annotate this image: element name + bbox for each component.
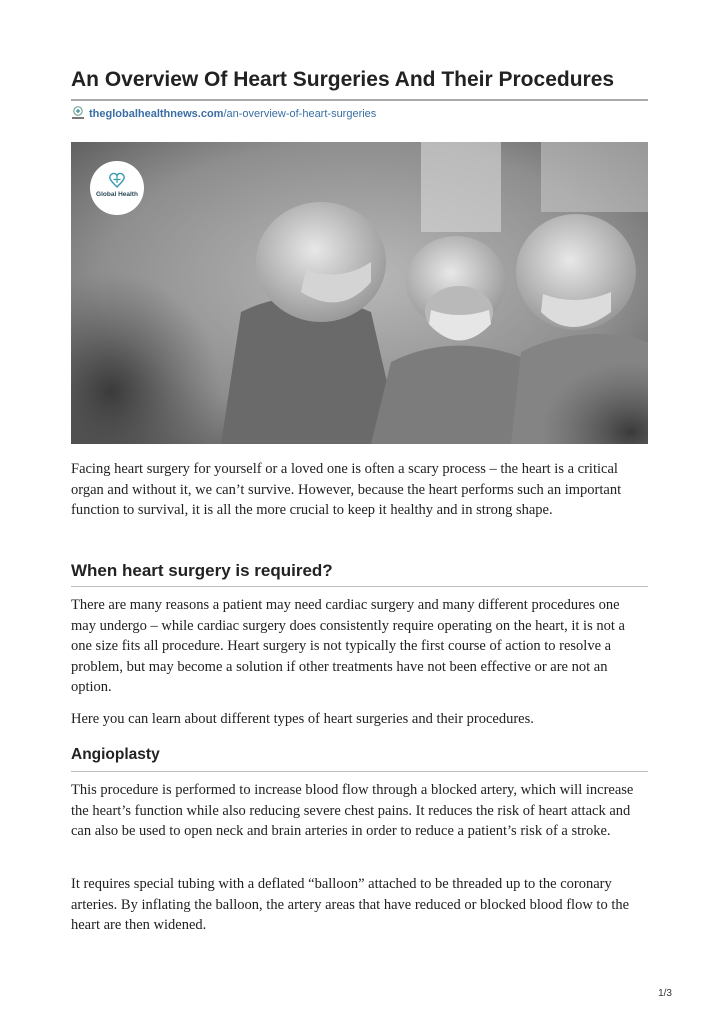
intro-paragraph: Facing heart surgery for yourself or a loved one is often a scary process – the heart is a critical organ and without it, we can’t survive. However, because the heart performs such an important function to survival, it is all the more crucial to keep it healthy and in strong shape.	[71, 461, 622, 518]
section-divider	[71, 771, 648, 772]
source-line	[71, 106, 376, 122]
section-heading-angioplasty: Angioplasty	[71, 746, 160, 763]
site-favicon-icon	[71, 106, 85, 120]
section2-paragraph-1: This procedure is performed to increase blood flow through a blocked artery, which will increase the heart’s function while also reducing severe chest pains. It reduces the risk of heart attack and can also be used to open neck and brain arteries in order to reduce a patient’s risk of a stroke.	[71, 782, 634, 839]
page-number: 1/3	[658, 988, 672, 999]
section2-paragraph-2: It requires special tubing with a deflated “balloon” attached to be threaded up to the coronary arteries. By inflating the balloon, the artery areas that have reduced or blocked blood flow to the heart are then widened.	[71, 876, 630, 933]
section1-paragraph-2: Here you can learn about different types of heart surgeries and their procedures.	[71, 711, 534, 727]
source-domain-link[interactable]: theglobalhealthnews.com	[89, 108, 224, 120]
section1-paragraph-1: There are many reasons a patient may need cardiac surgery and many different procedures one may undergo – while cardiac surgery does consistently require operating on the heart, it is not a one size fits all procedure. Heart surgery is not typically the first course of action to resolve a problem, but may become a solution if other treatments have not been effective or are not an option.	[71, 597, 625, 695]
hero-image	[71, 142, 648, 444]
page-title: An Overview Of Heart Surgeries And Their Procedures	[71, 68, 615, 91]
global-health-logo	[90, 161, 144, 215]
section-divider	[71, 586, 648, 587]
logo-text: Global Health	[96, 191, 138, 198]
title-divider	[71, 99, 648, 101]
source-path-link[interactable]: /an-overview-of-heart-surgeries	[223, 108, 377, 120]
section-heading-when-required: When heart surgery is required?	[71, 561, 333, 580]
